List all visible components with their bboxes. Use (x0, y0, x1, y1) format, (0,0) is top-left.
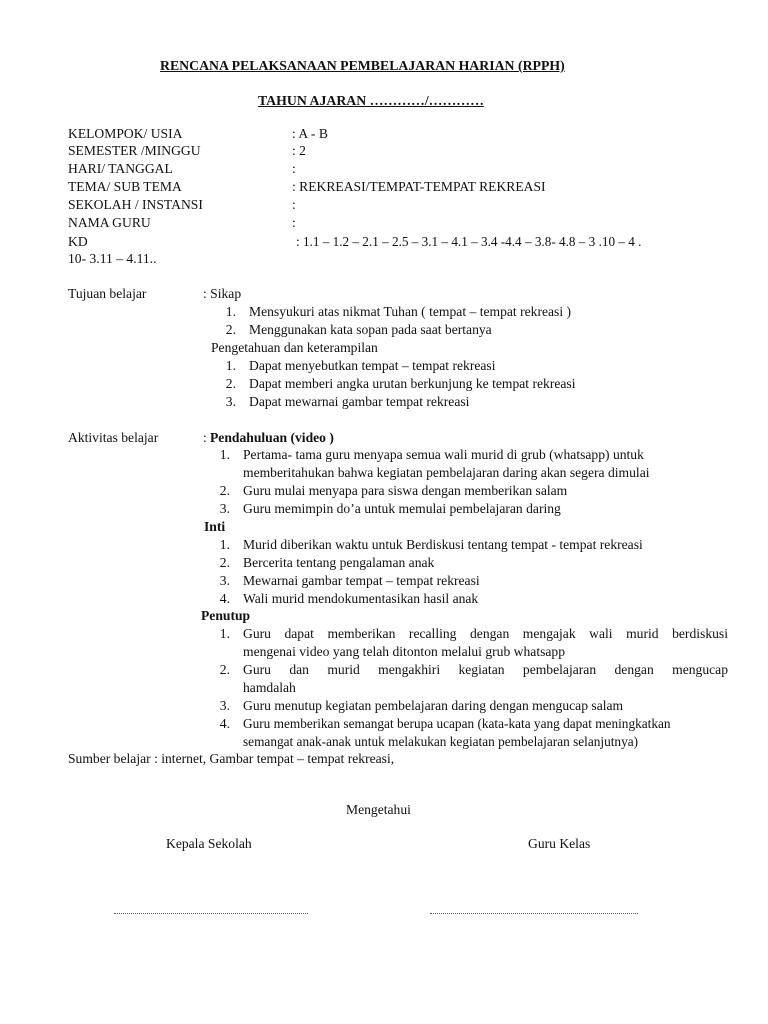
info-value-sekolah: : (292, 197, 296, 212)
info-value-guru: : (292, 215, 296, 230)
pengetahuan-item: Dapat menyebutkan tempat – tempat rekreasi (249, 358, 496, 373)
list-number: 1. (219, 626, 230, 641)
info-label-tema: TEMA/ SUB TEMA (68, 179, 182, 194)
sikap-heading: : Sikap (203, 286, 242, 301)
list-number: 1. (225, 358, 236, 373)
list-number: 2. (219, 662, 230, 677)
info-label-sekolah: SEKOLAH / INSTANSI (68, 197, 203, 212)
list-number: 3. (225, 394, 236, 409)
sikap-item: Mensyukuri atas nikmat Tuhan ( tempat – tempat rekreasi ) (249, 304, 572, 319)
aktivitas-colon: : (203, 430, 207, 445)
pendahuluan-item-cont: memberitahukan bahwa kegiatan pembelajaran daring akan segera dimulai (243, 465, 650, 480)
info-kd-continued: 10- 3.11 – 4.11.. (68, 251, 157, 266)
guru-kelas-label: Guru Kelas (528, 836, 591, 851)
penutup-item-cont: mengenai video yang telah ditonton melalui grub whatsapp (243, 644, 566, 659)
inti-item: Murid diberikan waktu untuk Berdiskusi tentang tempat - tempat rekreasi (243, 537, 643, 552)
info-label-kd: KD (68, 234, 88, 249)
inti-item: Mewarnai gambar tempat – tempat rekreasi (243, 573, 480, 588)
list-number: 4. (219, 591, 230, 606)
penutup-item: Guru memberikan semangat berupa ucapan (kata-kata yang dapat meningkatkan (243, 716, 671, 731)
list-number: 2. (225, 376, 236, 391)
list-number: 3. (219, 573, 230, 588)
document-title: RENCANA PELAKSANAAN PEMBELAJARAN HARIAN (RPPH) (160, 58, 565, 73)
sikap-item: Menggunakan kata sopan pada saat bertanya (249, 322, 492, 337)
info-label-guru: NAMA GURU (68, 215, 151, 230)
sumber-belajar: Sumber belajar : internet, Gambar tempat – tempat rekreasi, (68, 751, 395, 766)
pendahuluan-item: Guru memimpin do’a untuk memulai pembelajaran daring (243, 501, 561, 516)
info-value-semester: : 2 (292, 143, 306, 158)
penutup-item: Guru dapat memberikan recalling dengan mengajak wali murid berdiskusi (243, 626, 728, 641)
info-value-kelompok: : A - B (292, 126, 328, 141)
penutup-item-cont: semangat anak-anak untuk melakukan kegiatan pembelajaran selanjutnya) (243, 734, 639, 749)
pengetahuan-item: Dapat mewarnai gambar tempat rekreasi (249, 394, 470, 409)
pengetahuan-heading: Pengetahuan dan keterampilan (211, 340, 378, 355)
info-label-semester: SEMESTER /MINGGU (68, 143, 201, 158)
pendahuluan-heading: Pendahuluan (video ) (210, 430, 334, 445)
list-number: 2. (219, 555, 230, 570)
list-number: 3. (219, 698, 230, 713)
mengetahui-label: Mengetahui (346, 802, 411, 817)
academic-year: TAHUN AJARAN …………/………… (258, 93, 484, 108)
aktivitas-label: Aktivitas belajar (68, 430, 159, 445)
inti-item: Bercerita tentang pengalaman anak (243, 555, 435, 570)
signature-line-guru (430, 913, 638, 914)
list-number: 1. (225, 304, 236, 319)
list-number: 1. (219, 537, 230, 552)
penutup-item: Guru menutup kegiatan pembelajaran daring dengan mengucap salam (243, 698, 624, 713)
info-value-hari: : (292, 161, 296, 176)
list-number: 1. (219, 447, 230, 462)
info-value-tema: : REKREASI/TEMPAT-TEMPAT REKREASI (292, 179, 546, 194)
pendahuluan-item: Guru mulai menyapa para siswa dengan memberikan salam (243, 483, 568, 498)
signature-line-kepala (114, 913, 308, 914)
kepala-sekolah-label: Kepala Sekolah (166, 836, 252, 851)
list-number: 2. (225, 322, 236, 337)
list-number: 3. (219, 501, 230, 516)
penutup-heading: Penutup (201, 608, 251, 623)
penutup-item: Guru dan murid mengakhiri kegiatan pembelajaran dengan mengucap (243, 662, 728, 677)
info-label-kelompok: KELOMPOK/ USIA (68, 126, 183, 141)
list-number: 2. (219, 483, 230, 498)
penutup-item-cont: hamdalah (243, 680, 296, 695)
pengetahuan-item: Dapat memberi angka urutan berkunjung ke tempat rekreasi (249, 376, 576, 391)
info-label-hari: HARI/ TANGGAL (68, 161, 173, 176)
list-number: 4. (219, 716, 230, 731)
pendahuluan-item: Pertama- tama guru menyapa semua wali murid di grub (whatsapp) untuk (243, 447, 644, 462)
inti-heading: Inti (204, 519, 226, 534)
tujuan-label: Tujuan belajar (68, 286, 147, 301)
inti-item: Wali murid mendokumentasikan hasil anak (243, 591, 479, 606)
info-value-kd: : 1.1 – 1.2 – 2.1 – 2.5 – 3.1 – 4.1 – 3.4 -4.4 – 3.8- 4.8 – 3 .10 – 4 . (296, 234, 642, 249)
